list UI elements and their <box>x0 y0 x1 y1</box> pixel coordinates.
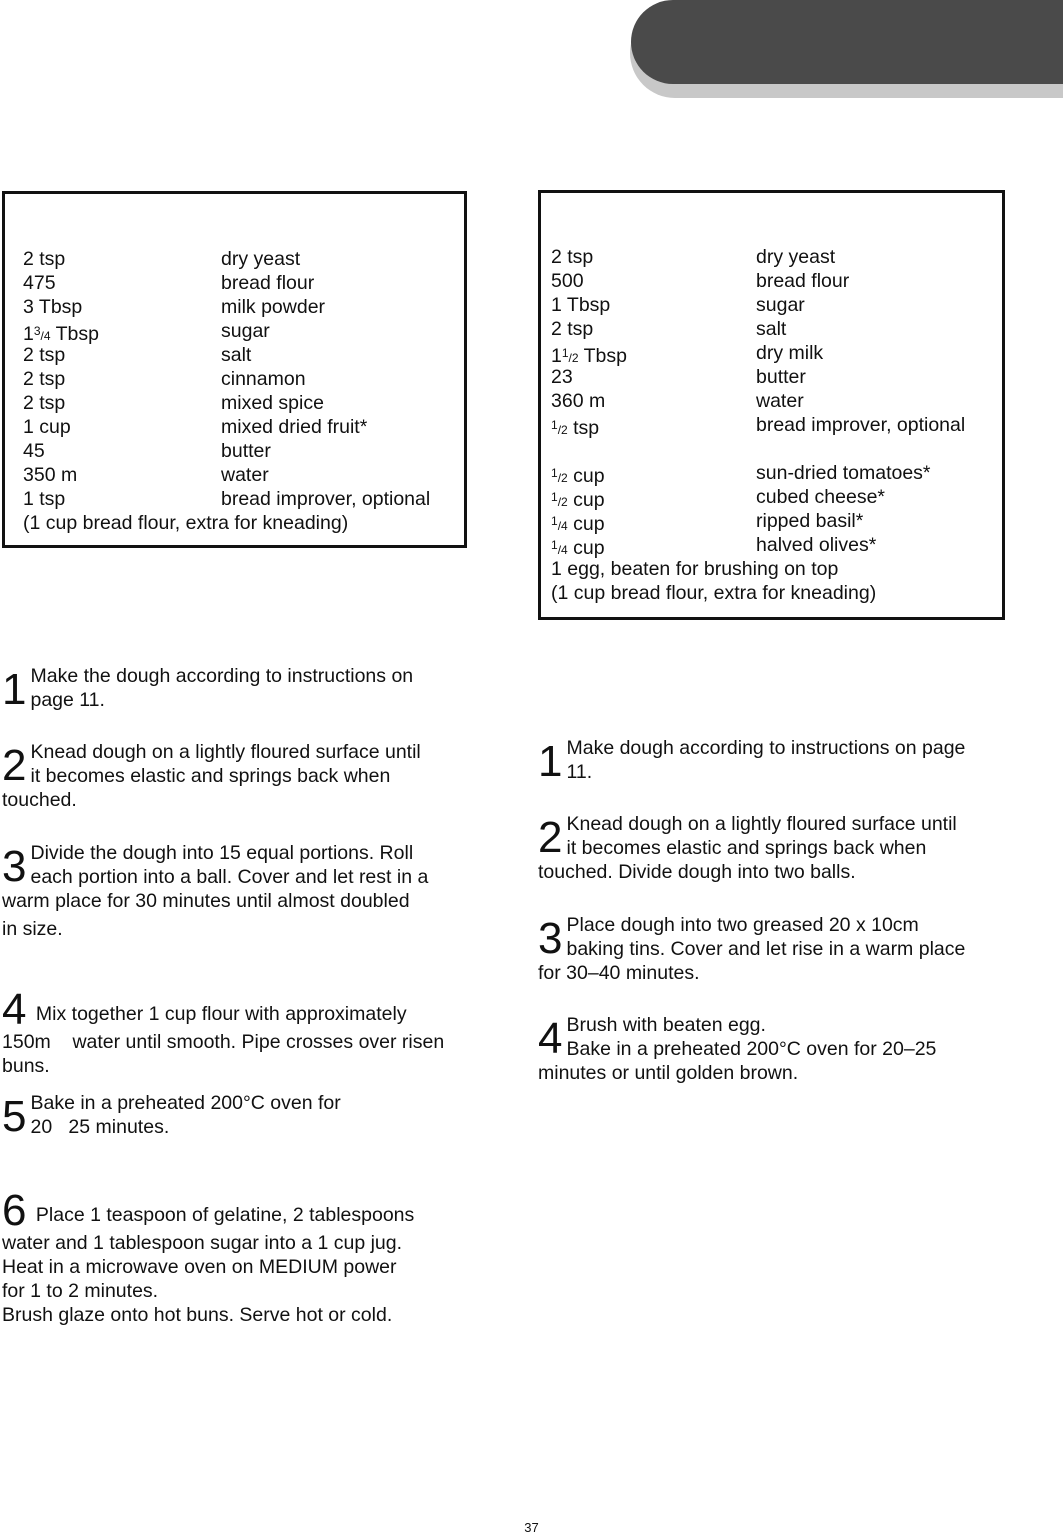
qty-numerator: 1 <box>561 346 569 360</box>
step-line: it becomes elastic and springs back when <box>566 837 927 859</box>
step-number: 3 <box>538 914 563 963</box>
step-line: baking tins. Cover and let rise in a warm place <box>566 938 966 960</box>
ingredient-qty: 500 <box>551 270 584 292</box>
step-number: 2 <box>538 813 563 862</box>
qty-numerator: 1 <box>551 538 558 552</box>
extra-row <box>551 509 1002 533</box>
ingredient-name: mixed dried fruit* <box>221 416 368 438</box>
left-step-2 <box>2 740 472 812</box>
extra-row <box>551 485 1002 509</box>
right-step-1 <box>538 736 1013 784</box>
ingredient-qty: 3 Tbsp <box>23 296 83 318</box>
ingredient-row <box>23 271 464 295</box>
ingredient-name: mixed spice <box>221 392 324 414</box>
right-step-2 <box>538 812 1013 884</box>
ingredient-name: dry yeast <box>756 246 836 268</box>
qty-unit: Tbsp <box>50 323 99 345</box>
step-line: Brush with beaten egg. <box>566 1014 766 1036</box>
qty-numerator: 1 <box>551 490 558 504</box>
step-line: it becomes elastic and springs back when <box>30 765 391 787</box>
ingredient-name: sugar <box>221 320 270 342</box>
step-number: 1 <box>538 737 563 786</box>
step-line: Make the dough according to instructions on <box>30 665 414 687</box>
ingredient-name: milk powder <box>221 296 326 318</box>
right-ingredients-box <box>538 190 1005 620</box>
ingredient-name: butter <box>756 366 806 388</box>
left-step-1 <box>2 664 472 712</box>
step-number: 4 <box>2 985 27 1034</box>
step-line: Knead dough on a lightly floured surface until <box>30 741 421 763</box>
ingredient-name: bread improver, optional <box>756 414 966 436</box>
ingredient-name: dry milk <box>756 342 824 364</box>
ingredient-name: dry yeast <box>221 248 301 270</box>
ingredient-name: salt <box>756 318 787 340</box>
ingredient-row <box>23 343 464 367</box>
extra-row <box>551 533 1002 557</box>
qty-unit: Tbsp <box>578 345 627 367</box>
ingredient-name: water <box>756 390 804 412</box>
ingredient-row <box>551 341 1002 365</box>
step-line: for 30–40 minutes. <box>538 962 700 984</box>
ingredient-row <box>551 245 1002 269</box>
ingredient-name: bread improver, optional <box>221 488 431 510</box>
step-line: Place 1 teaspoon of gelatine, 2 tablespoons <box>35 1204 415 1226</box>
step-line: Heat in a microwave oven on MEDIUM power <box>2 1256 397 1278</box>
step-line: buns. <box>2 1055 50 1077</box>
ingredient-qty: 1 Tbsp <box>551 294 611 316</box>
ingredient-qty: 1 cup <box>23 416 71 438</box>
ingredient-qty: 350 m <box>23 464 78 486</box>
ingredient-qty: 2 tsp <box>551 246 594 268</box>
ingredient-row <box>551 389 1002 413</box>
ingredient-qty: 2 tsp <box>551 318 594 340</box>
ingredient-row <box>551 413 1002 437</box>
ingredient-qty: 475 <box>23 272 56 294</box>
qty-numerator: 3 <box>33 324 41 338</box>
ingredient-qty: $^1$/2 cup <box>551 465 605 487</box>
qty-numerator: 1 <box>551 418 558 432</box>
step-line: Place dough into two greased 20 x 10cm <box>566 914 919 936</box>
ingredient-row <box>23 295 464 319</box>
ingredient-qty: $1^1/2$ Tbsp <box>551 345 627 367</box>
step-line: Bake in a preheated 200°C oven for 20–25 <box>566 1038 937 1060</box>
step-line: Knead dough on a lightly floured surface until <box>566 813 957 835</box>
ingredient-row <box>23 415 464 439</box>
step-line: for 1 to 2 minutes. <box>2 1280 159 1302</box>
qty-denominator: 2 <box>571 351 579 365</box>
ingredient-qty: $^1$/4 cup <box>551 537 605 559</box>
qty-denominator: 2 <box>561 471 568 485</box>
ingredient-qty: 360 m <box>551 390 606 412</box>
spacer <box>551 437 1002 461</box>
page-number: 37 <box>524 1520 539 1535</box>
ingredient-row <box>551 269 1002 293</box>
ingredient-row <box>23 439 464 463</box>
qty-unit: cup <box>567 489 605 511</box>
step-line: water and 1 tablespoon sugar into a 1 cup jug. <box>2 1232 403 1254</box>
step-line: Brush glaze onto hot buns. Serve hot or cold. <box>2 1304 393 1326</box>
qty-denominator: 2 <box>561 423 568 437</box>
ingredient-row <box>551 293 1002 317</box>
ingredient-qty: 2 tsp <box>23 368 66 390</box>
step-number: 4 <box>538 1014 563 1063</box>
ingredient-qty: $1^3/4$ Tbsp <box>23 323 99 345</box>
step-line: touched. Divide dough into two balls. <box>538 861 856 883</box>
left-step-3 <box>2 841 472 941</box>
ingredient-qty: 2 tsp <box>23 344 66 366</box>
qty-numerator: 1 <box>551 466 558 480</box>
step-line: Make dough according to instructions on page <box>566 737 966 759</box>
flour-note: (1 cup bread flour, extra for kneading) <box>551 582 877 604</box>
ingredient-name: butter <box>221 440 271 462</box>
ingredient-row <box>23 487 464 511</box>
step-line: Bake in a preheated 200°C oven for <box>30 1092 341 1114</box>
ingredient-name: water <box>221 464 269 486</box>
egg-line: 1 egg, beaten for brushing on top <box>551 558 839 580</box>
ingredient-qty: 1 tsp <box>23 488 66 510</box>
flour-note: (1 cup bread flour, extra for kneading) <box>23 512 349 534</box>
right-step-4 <box>538 1013 1013 1085</box>
ingredient-qty: 2 tsp <box>23 248 66 270</box>
ingredient-row <box>551 365 1002 389</box>
qty-unit: cup <box>567 465 605 487</box>
ingredient-row <box>23 367 464 391</box>
step-line: Divide the dough into 15 equal portions. Roll <box>30 842 414 864</box>
step-line: touched. <box>2 789 77 811</box>
qty-unit: tsp <box>567 417 600 439</box>
qty-denominator: 4 <box>561 543 568 557</box>
step-line: minutes or until golden brown. <box>538 1062 799 1084</box>
step-number: 3 <box>2 842 27 891</box>
ingredient-row <box>23 319 464 343</box>
step-line: 11. <box>566 761 593 783</box>
ingredient-qty: 45 <box>23 440 45 462</box>
extra-row <box>551 461 1002 485</box>
right-step-3 <box>538 913 1013 985</box>
header-tab <box>631 0 1063 84</box>
step-line: each portion into a ball. Cover and let rest in a <box>30 866 429 888</box>
step-line: warm place for 30 minutes until almost doubled <box>2 890 410 912</box>
ingredient-name: bread flour <box>221 272 315 294</box>
ingredient-row <box>551 317 1002 341</box>
ingredient-qty: 2 tsp <box>23 392 66 414</box>
left-step-6 <box>2 1186 472 1327</box>
ingredient-name: halved olives* <box>756 534 877 556</box>
ingredient-name: bread flour <box>756 270 850 292</box>
step-line: in size. <box>2 918 63 940</box>
qty-unit: cup <box>567 537 605 559</box>
step-line: 150m water until smooth. Pipe crosses over risen <box>2 1031 445 1053</box>
ingredient-name: cubed cheese* <box>756 486 886 508</box>
ingredient-qty: 23 <box>551 366 573 388</box>
left-step-4 <box>2 985 472 1078</box>
ingredient-name: ripped basil* <box>756 510 864 532</box>
ingredient-name: salt <box>221 344 252 366</box>
qty-denominator: 4 <box>43 329 51 343</box>
step-number: 5 <box>2 1092 27 1141</box>
qty-denominator: 4 <box>561 519 568 533</box>
left-step-5 <box>2 1091 472 1139</box>
qty-whole: 1 <box>23 323 34 345</box>
ingredient-qty: $^1$/4 cup <box>551 513 605 535</box>
qty-denominator: 2 <box>561 495 568 509</box>
step-number: 2 <box>2 741 27 790</box>
ingredient-name: sun-dried tomatoes* <box>756 462 931 484</box>
ingredient-name: cinnamon <box>221 368 306 390</box>
ingredient-name: sugar <box>756 294 805 316</box>
qty-whole: 1 <box>551 345 562 367</box>
step-number: 1 <box>2 665 27 714</box>
ingredient-qty: $^1$/2 tsp <box>551 417 600 439</box>
ingredient-qty: $^1$/2 cup <box>551 489 605 511</box>
step-line: 20 25 minutes. <box>30 1116 170 1138</box>
qty-unit: cup <box>567 513 605 535</box>
step-line: Mix together 1 cup flour with approximately <box>35 1003 407 1025</box>
step-number: 6 <box>2 1186 27 1235</box>
ingredient-row <box>23 247 464 271</box>
left-ingredients-box <box>2 191 467 548</box>
ingredient-row <box>23 463 464 487</box>
qty-numerator: 1 <box>551 514 558 528</box>
step-line: page 11. <box>30 689 105 711</box>
ingredient-row <box>23 391 464 415</box>
